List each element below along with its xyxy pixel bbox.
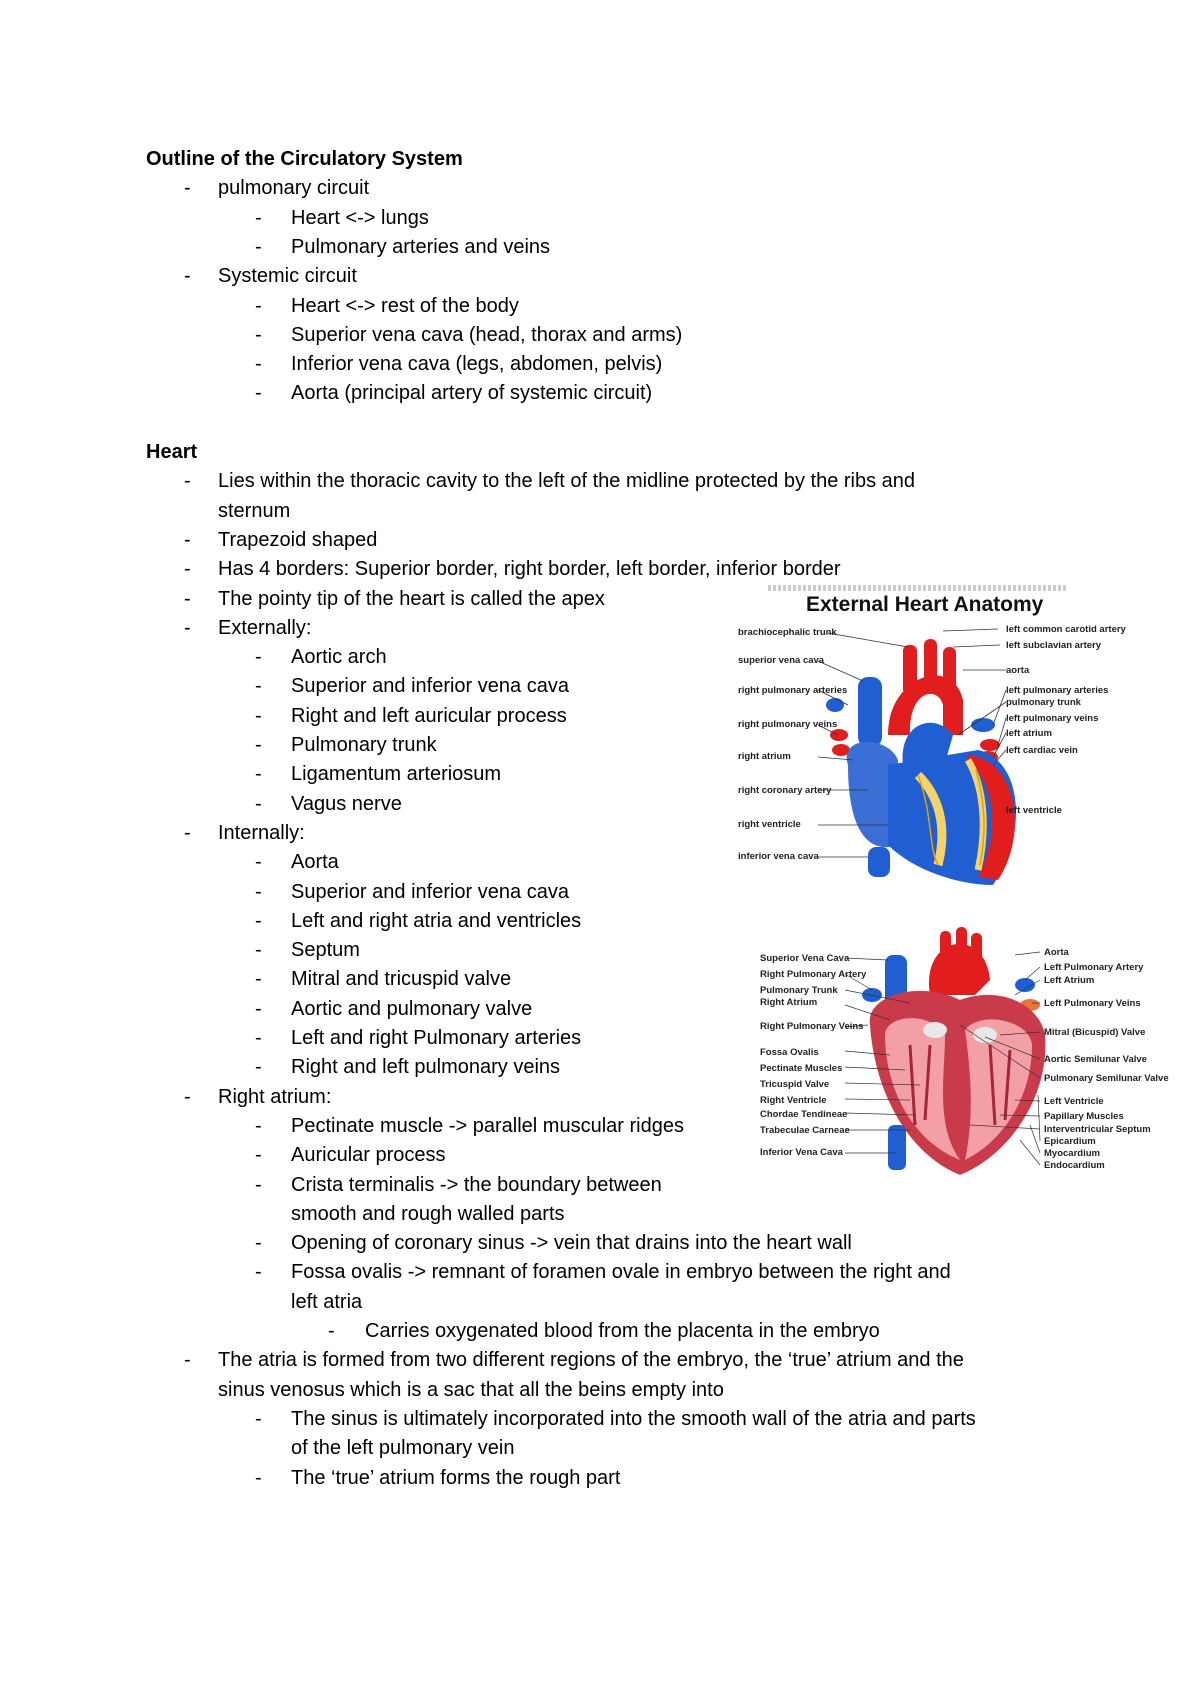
- figure-label: Papillary Muscles: [1044, 1111, 1124, 1122]
- bullet-dash: -: [255, 294, 262, 317]
- bullet-dash: -: [255, 1056, 262, 1079]
- figure-label: brachiocephalic trunk: [738, 627, 837, 638]
- bullet-dash: -: [328, 1320, 335, 1342]
- figure-label: left common carotid artery: [1006, 624, 1126, 635]
- list-item-text: Pulmonary arteries and veins: [291, 235, 551, 258]
- list-item-text: Externally:: [218, 616, 312, 639]
- figure-label: Left Pulmonary Artery: [1044, 962, 1144, 973]
- bullet-dash: -: [255, 704, 262, 727]
- figure-label: left ventricle: [1006, 805, 1062, 816]
- bullet-dash: -: [255, 1027, 262, 1049]
- internal-heart-figure: [760, 925, 1180, 1185]
- list-item-text: The pointy tip of the heart is called the apex: [218, 587, 605, 610]
- bullet-dash: -: [255, 1466, 262, 1489]
- figure-label: Epicardium: [1044, 1136, 1096, 1147]
- figure-label: superior vena cava: [738, 655, 825, 666]
- bullet-dash: -: [184, 1085, 191, 1108]
- figure-label: Pectinate Muscles: [760, 1063, 843, 1074]
- figure-title: External Heart Anatomy: [806, 593, 1044, 616]
- figure-label: left pulmonary veins: [1006, 713, 1099, 724]
- list-item-text: Systemic circuit: [218, 265, 357, 288]
- figure-label: Right Pulmonary Artery: [760, 969, 867, 980]
- bullet-dash: -: [255, 353, 262, 376]
- bullet-dash: -: [184, 177, 191, 200]
- list-item-text: Ligamentum arteriosum: [291, 763, 502, 786]
- figure-label: Superior Vena Cava: [760, 953, 850, 964]
- figure-label: Chordae Tendineae: [760, 1109, 848, 1120]
- figure-label: aorta: [1006, 665, 1030, 676]
- bullet-dash: -: [184, 265, 191, 288]
- list-item-text: Mitral and tricuspid valve: [291, 968, 512, 991]
- figure-label: Mitral (Bicuspid) Valve: [1044, 1027, 1146, 1038]
- figure-label: Left Atrium: [1044, 975, 1095, 986]
- bullet-dash: -: [255, 909, 262, 932]
- bullet-dash: -: [255, 235, 262, 258]
- figure-label: Right Atrium: [760, 997, 818, 1008]
- figure-label: left pulmonary arteries: [1006, 685, 1109, 696]
- figure-label: Aortic Semilunar Valve: [1044, 1054, 1147, 1065]
- bullet-dash: -: [255, 1144, 262, 1167]
- bullet-dash: -: [184, 470, 191, 493]
- bullet-dash: -: [255, 1232, 262, 1255]
- list-item-text: Aorta: [291, 851, 339, 874]
- figure-label: Right Pulmonary Veins: [760, 1021, 864, 1032]
- list-item-text: sternum: [218, 499, 291, 522]
- figure-label: left cardiac vein: [1006, 745, 1078, 756]
- bullet-dash: -: [255, 880, 262, 903]
- superior-vena-cava-shape: [858, 677, 882, 747]
- list-item-text: Pulmonary trunk: [291, 734, 437, 756]
- bullet-dash: -: [184, 1349, 191, 1372]
- figure-label: right coronary artery: [738, 785, 832, 796]
- list-item-text: Right and left auricular process: [291, 704, 567, 727]
- bullet-dash: -: [255, 763, 262, 786]
- section-title-heart: Heart: [146, 441, 198, 463]
- bullet-dash: -: [255, 968, 262, 991]
- list-item-text: left atria: [291, 1290, 363, 1313]
- list-item-text: Carries oxygenated blood from the placenta in the embryo: [365, 1320, 880, 1342]
- figure-label: right atrium: [738, 751, 791, 762]
- list-item-text: Superior vena cava (head, thorax and arms): [291, 323, 683, 346]
- figure-label: Left Pulmonary Veins: [1044, 998, 1141, 1009]
- figure-label: Aorta: [1044, 947, 1069, 958]
- list-item-text: Auricular process: [291, 1144, 446, 1167]
- bullet-dash: -: [255, 206, 262, 229]
- list-item-text: Aortic and pulmonary valve: [291, 997, 533, 1020]
- list-item-text: Superior and inferior vena cava: [291, 880, 569, 903]
- bullet-dash: -: [184, 821, 191, 844]
- bullet-dash: -: [255, 323, 262, 346]
- list-item-text: Crista terminalis -> the boundary between: [291, 1173, 662, 1196]
- bullet-dash: -: [255, 734, 262, 756]
- bullet-dash: -: [184, 587, 191, 610]
- bullet-dash: -: [255, 646, 262, 669]
- bullet-dash: -: [255, 382, 262, 405]
- bullet-dash: -: [184, 558, 191, 581]
- figure-label: Inferior Vena Cava: [760, 1147, 843, 1158]
- list-item-text: Internally:: [218, 821, 305, 844]
- figure-label: right ventricle: [738, 819, 801, 830]
- list-item-text: Has 4 borders: Superior border, right border, left border, inferior border: [218, 558, 841, 581]
- figure-label: Myocardium: [1044, 1148, 1100, 1159]
- list-item-text: Inferior vena cava (legs, abdomen, pelvis): [291, 353, 663, 376]
- list-item-text: smooth and rough walled parts: [291, 1202, 565, 1225]
- figure-label: right pulmonary arteries: [738, 685, 848, 696]
- list-item-text: Fossa ovalis -> remnant of foramen ovale in embryo between the right and: [291, 1261, 951, 1284]
- figure-label: left atrium: [1006, 728, 1052, 739]
- list-item-text: Pectinate muscle -> parallel muscular ridges: [291, 1114, 684, 1137]
- figure-label: Trabeculae Carneae: [760, 1125, 850, 1136]
- figure-label: Tricuspid Valve: [760, 1079, 830, 1090]
- bullet-dash: -: [255, 675, 262, 698]
- bullet-dash: -: [255, 939, 262, 962]
- figure-label: pulmonary trunk: [1006, 697, 1081, 708]
- list-item-text: Trapezoid shaped: [218, 528, 378, 551]
- list-item-text: Vagus nerve: [291, 792, 402, 815]
- bullet-dash: -: [184, 616, 191, 639]
- list-item-text: Heart <-> rest of the body: [291, 294, 519, 317]
- figure-label: left subclavian artery: [1006, 640, 1102, 651]
- figure-label: Fossa Ovalis: [760, 1047, 819, 1058]
- figure-label: Pulmonary Trunk: [760, 985, 838, 996]
- figure-label: Endocardium: [1044, 1160, 1105, 1171]
- list-item-text: Septum: [291, 939, 360, 962]
- bullet-dash: -: [255, 1407, 262, 1430]
- list-item-text: The sinus is ultimately incorporated into the smooth wall of the atria and parts: [291, 1407, 976, 1430]
- list-item-text: Aorta (principal artery of systemic circuit): [291, 382, 653, 405]
- bullet-dash: -: [184, 528, 191, 551]
- list-item-text: Right atrium:: [218, 1085, 332, 1108]
- list-item-text: Lies within the thoracic cavity to the left of the midline protected by the ribs and: [218, 470, 916, 493]
- list-item-text: Heart <-> lungs: [291, 206, 429, 229]
- list-item-text: of the left pulmonary vein: [291, 1437, 515, 1460]
- bullet-dash: -: [255, 792, 262, 815]
- section-title-outline: Outline of the Circulatory System: [146, 148, 463, 170]
- bullet-dash: -: [255, 1261, 262, 1284]
- figure-label: right pulmonary veins: [738, 719, 838, 730]
- figure-label: Right Ventricle: [760, 1095, 827, 1106]
- list-item-text: sinus venosus which is a sac that all the beins empty into: [218, 1378, 724, 1401]
- external-heart-figure: [738, 585, 1126, 885]
- bullet-dash: -: [255, 1173, 262, 1196]
- list-item-text: The ‘true’ atrium forms the rough part: [291, 1466, 621, 1489]
- figure-label: Left Ventricle: [1044, 1096, 1104, 1107]
- list-item-text: Superior and inferior vena cava: [291, 675, 569, 698]
- list-item-text: Left and right Pulmonary arteries: [291, 1027, 582, 1049]
- list-item-text: Right and left pulmonary veins: [291, 1056, 561, 1079]
- bullet-dash: -: [255, 1114, 262, 1137]
- bullet-dash: -: [255, 997, 262, 1020]
- list-item-text: Aortic arch: [291, 646, 387, 669]
- list-item-text: The atria is formed from two different regions of the embryo, the ‘true’ atrium and the: [218, 1349, 964, 1372]
- figure-label: Interventricular Septum: [1044, 1124, 1151, 1135]
- list-item-text: Opening of coronary sinus -> vein that drains into the heart wall: [291, 1232, 852, 1255]
- list-item-text: pulmonary circuit: [218, 177, 370, 200]
- list-item-text: Left and right atria and ventricles: [291, 909, 582, 932]
- figure-label: inferior vena cava: [738, 851, 819, 862]
- bullet-dash: -: [255, 851, 262, 874]
- figure-label: Pulmonary Semilunar Valve: [1044, 1073, 1169, 1084]
